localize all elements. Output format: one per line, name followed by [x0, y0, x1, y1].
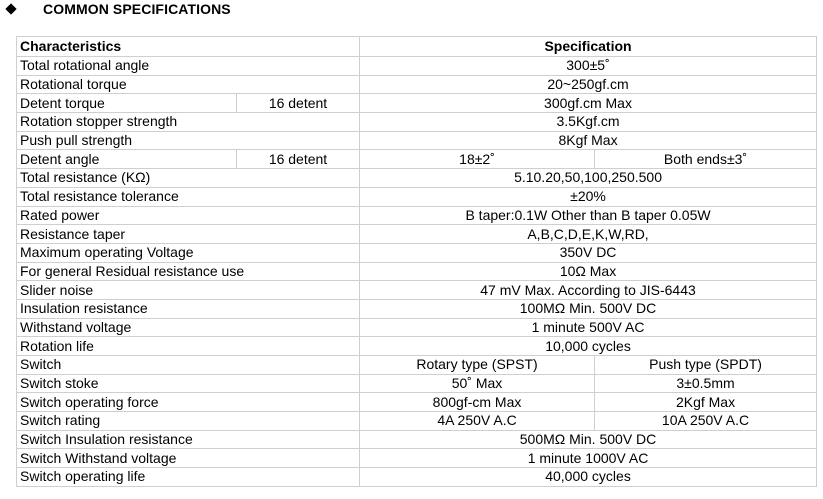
row-label: Total resistance tolerance — [17, 187, 360, 206]
table-row — [17, 113, 817, 132]
table-row — [17, 468, 817, 487]
row-value-a: 4A 250V A.C — [360, 412, 595, 431]
section-heading — [4, 0, 231, 18]
row-value-b: Push type (SPDT) — [595, 356, 817, 375]
table-row — [17, 393, 817, 412]
row-label: Detent torque — [17, 94, 237, 113]
specifications-table — [16, 36, 817, 487]
table-header-row — [17, 37, 817, 57]
row-value: 20~250gf.cm — [360, 75, 817, 94]
row-value: 10,000 cycles — [360, 337, 817, 356]
table-row — [17, 94, 817, 113]
row-label: Switch Withstand voltage — [17, 449, 360, 468]
row-value-b: 2Kgf Max — [595, 393, 817, 412]
row-sub-label: 16 detent — [237, 150, 360, 169]
table-row — [17, 318, 817, 337]
row-value: 47 mV Max. According to JIS-6443 — [360, 281, 817, 300]
table-row — [17, 150, 817, 169]
row-value: 8Kgf Max — [360, 131, 817, 150]
table-row — [17, 281, 817, 300]
row-value: 300gf.cm Max — [360, 94, 817, 113]
row-value: 100MΩ Min. 500V DC — [360, 299, 817, 318]
table-row — [17, 412, 817, 431]
row-value-a: 50˚ Max — [360, 374, 595, 393]
row-label: Switch stoke — [17, 374, 360, 393]
row-label: Slider noise — [17, 281, 360, 300]
row-value-b: Both ends±3˚ — [595, 150, 817, 169]
table-row — [17, 299, 817, 318]
row-label: Rotational torque — [17, 75, 360, 94]
row-value-a: 18±2˚ — [360, 150, 595, 169]
row-label: Resistance taper — [17, 225, 360, 244]
row-label: Rotation stopper strength — [17, 113, 360, 132]
row-label: Switch Insulation resistance — [17, 430, 360, 449]
row-label: Detent angle — [17, 150, 237, 169]
row-value: ±20% — [360, 187, 817, 206]
row-label: Rated power — [17, 206, 360, 225]
row-sub-label: 16 detent — [237, 94, 360, 113]
row-value: 10Ω Max — [360, 262, 817, 281]
table-row — [17, 430, 817, 449]
row-label: Maximum operating Voltage — [17, 243, 360, 262]
table-row — [17, 243, 817, 262]
row-label: Withstand voltage — [17, 318, 360, 337]
table-row — [17, 57, 817, 76]
row-value: 350V DC — [360, 243, 817, 262]
table-row — [17, 187, 817, 206]
diamond-bullet-icon — [5, 3, 16, 14]
row-value: A,B,C,D,E,K,W,RD, — [360, 225, 817, 244]
row-value: 1 minute 1000V AC — [360, 449, 817, 468]
row-value: 500MΩ Min. 500V DC — [360, 430, 817, 449]
table-row — [17, 75, 817, 94]
section-title: COMMON SPECIFICATIONS — [43, 1, 231, 17]
row-value-b: 3±0.5mm — [595, 374, 817, 393]
row-label: Switch operating life — [17, 468, 360, 487]
row-label: Switch — [17, 356, 360, 375]
row-value-b: 10A 250V A.C — [595, 412, 817, 431]
row-value: 1 minute 500V AC — [360, 318, 817, 337]
row-value: 40,000 cycles — [360, 468, 817, 487]
row-value-a: 800gf-cm Max — [360, 393, 595, 412]
row-value-a: Rotary type (SPST) — [360, 356, 595, 375]
row-label: Push pull strength — [17, 131, 360, 150]
row-label: Total resistance (KΩ) — [17, 169, 360, 188]
row-label: Insulation resistance — [17, 299, 360, 318]
row-value: B taper:0.1W Other than B taper 0.05W — [360, 206, 817, 225]
table-row — [17, 262, 817, 281]
row-value: 3.5Kgf.cm — [360, 113, 817, 132]
table-row — [17, 337, 817, 356]
row-value: 300±5˚ — [360, 57, 817, 76]
table-row — [17, 169, 817, 188]
table-row — [17, 449, 817, 468]
row-label: For general Residual resistance use — [17, 262, 360, 281]
header-specification: Specification — [360, 37, 817, 57]
row-label: Total rotational angle — [17, 57, 360, 76]
table-row — [17, 374, 817, 393]
table-row — [17, 356, 817, 375]
table-row — [17, 206, 817, 225]
table-row — [17, 225, 817, 244]
row-label: Rotation life — [17, 337, 360, 356]
table-row — [17, 131, 817, 150]
row-label: Switch operating force — [17, 393, 360, 412]
header-characteristics: Characteristics — [17, 37, 360, 57]
row-value: 5.10.20,50,100,250.500 — [360, 169, 817, 188]
row-label: Switch rating — [17, 412, 360, 431]
